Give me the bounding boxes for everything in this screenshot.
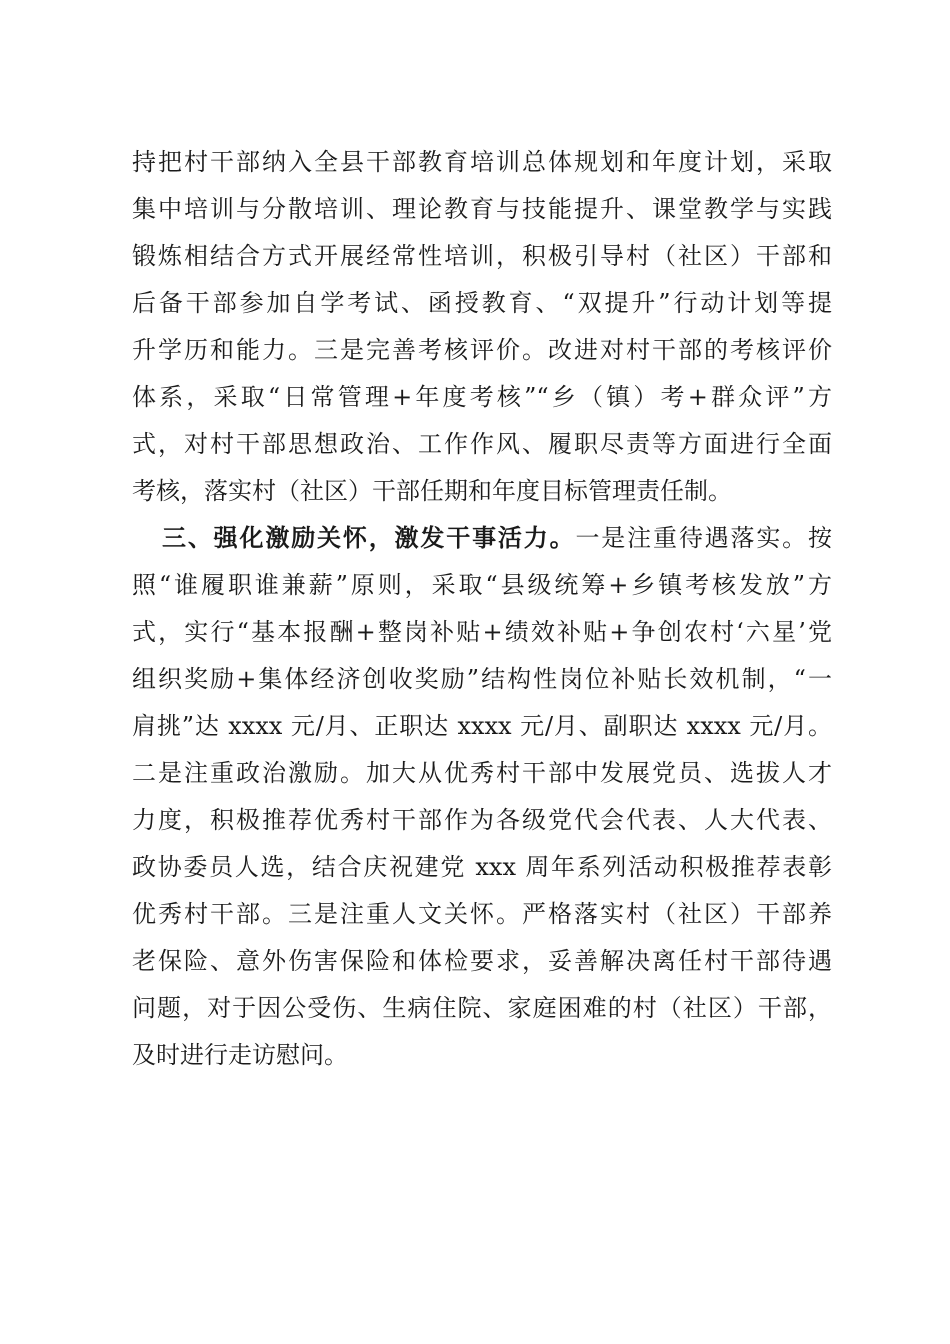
paragraph-2-line-4: 组织奖励+集体经济创收奖励”结构性岗位补贴长效机制，“一 xyxy=(132,665,832,693)
paragraph-1-line-6: 体系，采取“日常管理+年度考核”“乡（镇）考+群众评”方 xyxy=(132,383,832,411)
paragraph-1-line-8: 考核，落实村（社区）干部任期和年度目标管理责任制。 xyxy=(132,477,732,505)
paragraph-1-line-7: 式，对村干部思想政治、工作作风、履职尽责等方面进行全面 xyxy=(132,430,832,458)
paragraph-2-line-10: 老保险、意外伤害保险和体检要求，妥善解决离任村干部待遇 xyxy=(132,947,832,975)
paragraph-2-line-6: 二是注重政治激励。加大从优秀村干部中发展党员、选拔人才 xyxy=(132,759,832,787)
paragraph-1-line-3: 锻炼相结合方式开展经常性培训，积极引导村（社区）干部和 xyxy=(132,242,832,270)
paragraph-1-line-1: 持把村干部纳入全县干部教育培训总体规划和年度计划，采取 xyxy=(132,148,832,176)
paragraph-2-line-5: 肩挑”达 xxxx 元/月、正职达 xxxx 元/月、副职达 xxxx 元/月。 xyxy=(132,712,832,740)
paragraph-2-line-8: 政协委员人选，结合庆祝建党 xxx 周年系列活动积极推荐表彰 xyxy=(132,853,832,881)
section-heading: 三、强化激励关怀，激发干事活力。 xyxy=(162,524,576,552)
paragraph-2-line-11: 问题，对于因公受伤、生病住院、家庭困难的村（社区）干部， xyxy=(132,994,832,1022)
paragraph-2-line-2: 照“谁履职谁兼薪”原则，采取“县级统筹+乡镇考核发放”方 xyxy=(132,571,832,599)
paragraph-2-line-12: 及时进行走访慰问。 xyxy=(132,1041,348,1069)
paragraph-2-line-1 xyxy=(162,518,832,558)
paragraph-1-line-4: 后备干部参加自学考试、函授教育、“双提升”行动计划等提 xyxy=(132,289,832,317)
paragraph-2-line-9: 优秀村干部。三是注重人文关怀。严格落实村（社区）干部养 xyxy=(132,900,832,928)
paragraph-1-line-5: 升学历和能力。三是完善考核评价。改进对村干部的考核评价 xyxy=(132,336,832,364)
paragraph-2-line-7: 力度，积极推荐优秀村干部作为各级党代会代表、人大代表、 xyxy=(132,806,832,834)
paragraph-2-line-1-text: 一是注重待遇落实。按 xyxy=(575,524,833,552)
paragraph-2-line-3: 式，实行“基本报酬+整岗补贴+绩效补贴+争创农村‘六星’党 xyxy=(132,618,832,646)
paragraph-1-line-2: 集中培训与分散培训、理论教育与技能提升、课堂教学与实践 xyxy=(132,195,832,223)
